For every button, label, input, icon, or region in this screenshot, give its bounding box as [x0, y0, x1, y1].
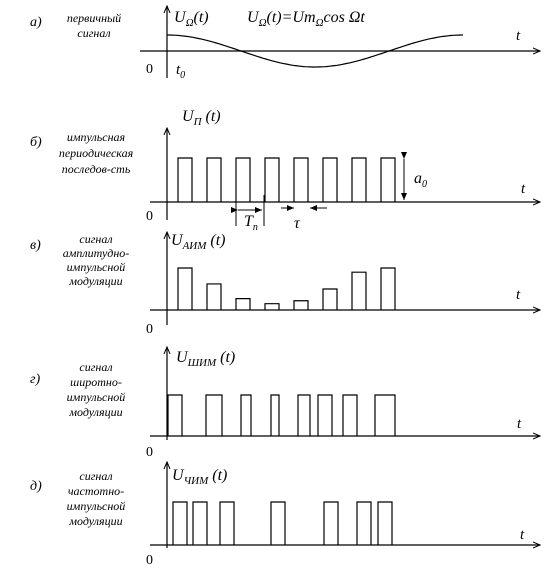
panel-g-pwm-pulses	[168, 395, 395, 436]
panel-b-pulse-train	[178, 158, 395, 202]
panel-b-desc-3: последов-сть	[61, 162, 131, 176]
panel-g-ylabel: $U_{ШИМ}$ (t)	[176, 349, 236, 369]
panel-d-x-label: t	[520, 527, 525, 543]
panel-d-origin: 0	[146, 553, 153, 568]
panel-a-letter: а)	[30, 15, 42, 30]
panel-g-letter: г)	[30, 372, 41, 387]
panel-v-origin: 0	[146, 322, 153, 337]
panel-d-pulse	[357, 502, 371, 545]
panel-d-desc-2: частотно-	[67, 484, 125, 498]
panel-v	[30, 232, 540, 337]
panel-d-fm-pulses	[173, 502, 392, 545]
panel-d-desc-1: сигнал	[79, 469, 113, 483]
panel-b-desc-2: периодическая	[58, 146, 134, 160]
panel-a-origin: 0	[146, 62, 153, 77]
panel-v-pulse	[294, 301, 308, 310]
panel-v-desc-2: амплитудно-	[62, 246, 130, 260]
panel-g-pulse	[343, 395, 357, 436]
panel-d-pulse	[193, 502, 207, 545]
panel-g-pulse	[168, 395, 182, 436]
panel-g-pulse	[298, 395, 310, 436]
panel-v-pulse	[352, 272, 366, 310]
panel-g-desc-1: сигнал	[79, 360, 113, 374]
panel-g-pulse	[318, 395, 332, 436]
panel-b-ylabel: $U_П$ (t)	[182, 108, 221, 128]
panel-b-desc-1: импульсная	[66, 130, 126, 144]
panel-b-pulse	[323, 158, 337, 202]
panel-a-formula: $U_\Omega(t)=Um_\Omega\cos$ Ωt	[247, 9, 365, 29]
panel-v-desc-4: модуляции	[69, 274, 123, 288]
panel-d-ylabel: $U_{ЧИМ}$ (t)	[172, 467, 228, 487]
panel-b-amplitude-label: $a_0$	[414, 170, 427, 190]
panel-v-pulse	[323, 289, 337, 310]
panel-v-pulse	[207, 284, 221, 310]
panel-g-origin: 0	[146, 445, 153, 460]
panel-g-desc-2: широтно-	[70, 375, 122, 389]
panel-b-width-label: τ	[294, 215, 300, 232]
panel-a-x-label: t	[516, 28, 521, 44]
panel-g-x-label: t	[517, 416, 522, 432]
panel-b-pulse	[352, 158, 366, 202]
panel-g	[30, 347, 540, 460]
panel-b-pulse	[178, 158, 192, 202]
panel-d-desc-3: импульсной	[66, 499, 126, 513]
panel-v-x-label: t	[516, 287, 521, 303]
panel-b-origin: 0	[146, 209, 153, 224]
panel-b-letter: б)	[30, 135, 42, 150]
panel-d-pulse	[324, 502, 338, 545]
panel-b-pulse	[236, 158, 250, 202]
panel-v-desc-1: сигнал	[79, 232, 113, 246]
panel-d	[30, 462, 540, 568]
panel-v-letter: в)	[30, 238, 41, 253]
panel-a-desc-2: сигнал	[77, 26, 111, 40]
panel-a	[30, 6, 540, 81]
panel-v-pam-pulses	[178, 268, 395, 310]
panel-b-pulse	[294, 158, 308, 202]
panel-d-desc-4: модуляции	[69, 514, 123, 528]
panel-g-desc-3: импульсной	[66, 390, 126, 404]
panel-g-pulse	[375, 395, 395, 436]
panel-g-pulse	[271, 395, 279, 436]
panel-d-pulse	[271, 502, 285, 545]
panel-a-ylabel: $U_\Omega(t)$	[174, 9, 209, 29]
panel-d-letter: д)	[30, 479, 42, 494]
panel-v-pulse	[381, 268, 395, 310]
panel-b-x-label: t	[521, 181, 526, 197]
panel-d-pulse	[173, 502, 187, 545]
panel-g-pulse	[241, 395, 251, 436]
panel-a-desc-1: первичный	[66, 11, 122, 25]
panel-a-t0: $t_0$	[176, 62, 186, 81]
panel-v-pulse	[265, 304, 279, 310]
panel-g-pulse	[206, 395, 222, 436]
panel-b-pulse	[381, 158, 395, 202]
panel-v-pulse	[178, 268, 192, 310]
panel-b-pulse	[265, 158, 279, 202]
panel-d-pulse	[220, 502, 234, 545]
panel-v-desc-3: импульсной	[66, 260, 126, 274]
panel-b-period-label: $T_п$	[244, 213, 258, 233]
panel-b-pulse	[207, 158, 221, 202]
panel-d-pulse	[378, 502, 392, 545]
panel-v-pulse	[236, 299, 250, 310]
panel-v-ylabel: $U_{АИМ}$ (t)	[171, 232, 226, 252]
panel-b	[30, 108, 540, 233]
panel-g-desc-4: модуляции	[69, 405, 123, 419]
